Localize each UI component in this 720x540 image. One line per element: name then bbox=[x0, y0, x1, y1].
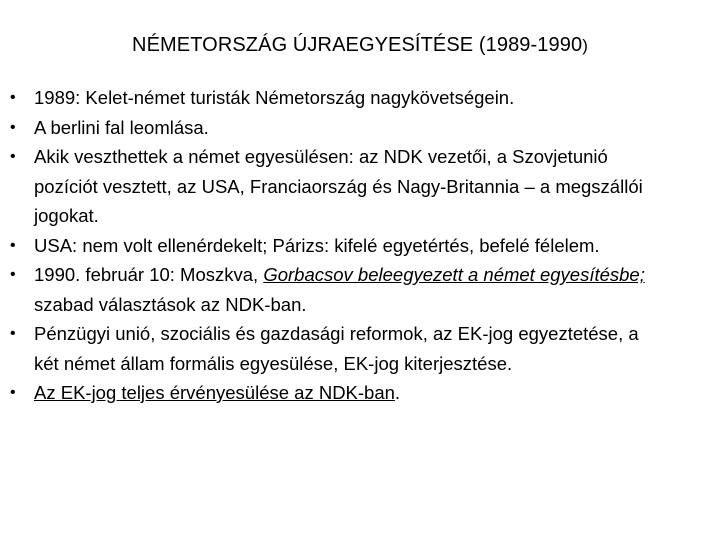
bullet-item bbox=[0, 319, 720, 378]
bullet-text: USA: nem volt ellenérdekelt; Párizs: kifelé egyetértés, befelé félelem. bbox=[34, 234, 600, 256]
bullet-item bbox=[0, 231, 720, 261]
bullet-icon: • bbox=[10, 148, 16, 165]
bullet-icon: • bbox=[10, 266, 16, 283]
bullet-item bbox=[0, 83, 720, 113]
bullet-icon: • bbox=[10, 118, 16, 136]
bullet-text-suffix: szabad választások az NDK-ban. bbox=[34, 293, 307, 315]
bullet-item bbox=[0, 113, 720, 143]
bullet-text-emphasis: Gorbacsov beleegyezett a német egyesítésbe; bbox=[263, 264, 645, 285]
bullet-icon: • bbox=[10, 89, 16, 106]
bullet-icon: • bbox=[10, 325, 16, 342]
bullet-text: Akik veszthettek a német egyesülésen: az NDK vezetői, a Szovjetunió pozíciót vesztett, az USA, Franciaország és Nagy-Britannia – a megszállói jogokat. bbox=[34, 146, 643, 226]
bullet-text-suffix: . bbox=[394, 382, 401, 403]
bullet-text: 1989: Kelet-német turisták Németország nagykövetségein. bbox=[34, 87, 515, 108]
bullet-list bbox=[0, 83, 720, 408]
bullet-icon: • bbox=[10, 384, 16, 401]
bullet-icon: • bbox=[10, 236, 16, 254]
slide-title-text: NÉMETORSZÁG ÚJRAEGYESÍTÉSE (1989-1990 bbox=[132, 34, 583, 56]
bullet-item bbox=[0, 260, 720, 319]
bullet-text: Pénzügyi unió, szociális és gazdasági reformok, az EK-jog egyeztetése, a két német állam formális egyesülése, EK-jog kiterjesztése. bbox=[34, 323, 639, 374]
slide-title-paren: ) bbox=[582, 36, 588, 55]
bullet-text: A berlini fal leomlása. bbox=[34, 116, 209, 138]
bullet-text-prefix: 1990. február 10: Moszkva, bbox=[34, 264, 264, 285]
bullet-text-emphasis: Az EK-jog teljes érvényesülése az NDK-ban bbox=[34, 382, 395, 403]
bullet-item bbox=[0, 142, 720, 231]
slide-title bbox=[0, 34, 720, 57]
bullet-item bbox=[0, 378, 720, 408]
